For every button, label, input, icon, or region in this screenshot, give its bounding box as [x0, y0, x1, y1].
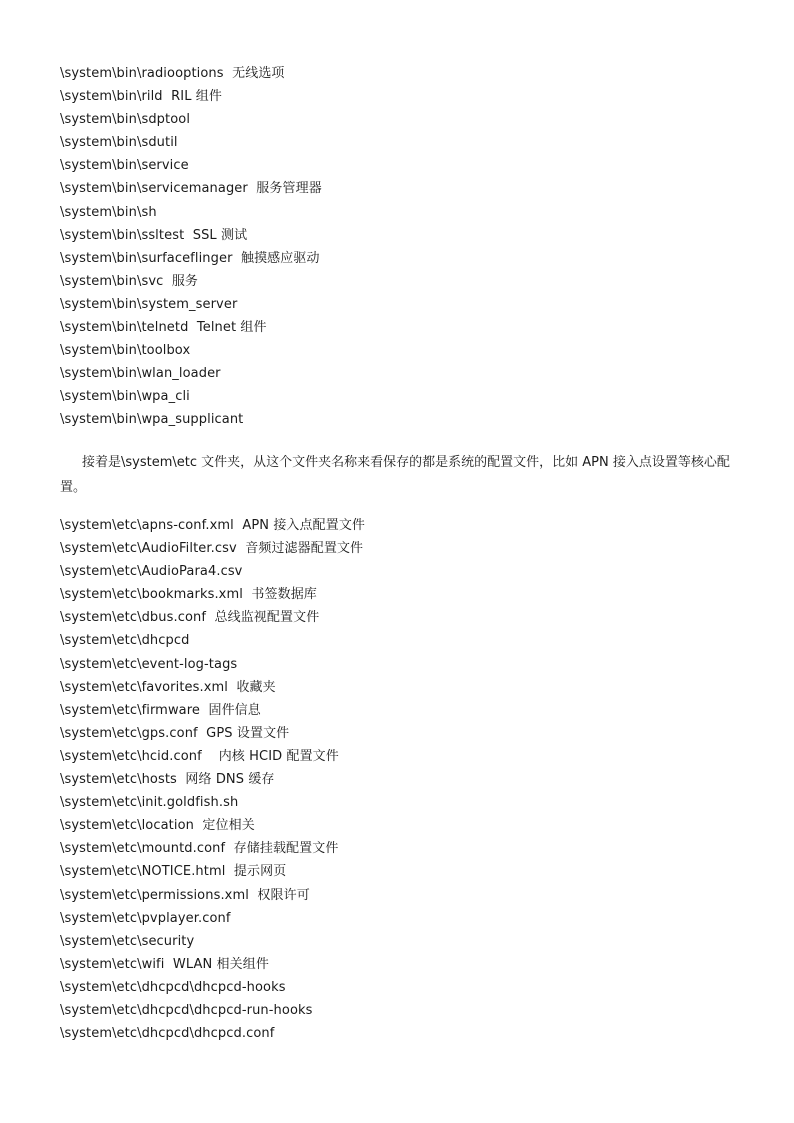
bin-file-entry: \system\bin\rild RIL 组件 [60, 89, 222, 105]
bin-file-entry: \system\bin\svc 服务 [60, 273, 199, 289]
etc-file-entry: \system\etc\dhcpcd [60, 633, 190, 649]
etc-file-entry: \system\etc\location 定位相关 [60, 818, 255, 834]
etc-file-entry: \system\etc\dhcpcd\dhcpcd-run-hooks [60, 1002, 313, 1018]
etc-file-entry: \system\etc\event-log-tags [60, 656, 238, 672]
etc-file-entry: \system\etc\init.goldfish.sh [60, 795, 239, 811]
etc-file-entry: \system\etc\NOTICE.html 提示网页 [60, 864, 287, 880]
etc-file-entry: \system\etc\gps.conf GPS 设置文件 [60, 725, 290, 741]
etc-file-entry: \system\etc\dhcpcd\dhcpcd.conf [60, 1026, 275, 1042]
etc-intro-paragraph: 接着是\system\etc 文件夹，从这个文件夹名称来看保存的都是系统的配置文件，比如 APN 接入点设置等核心配置。 [60, 455, 730, 495]
etc-file-entry: \system\etc\wifi WLAN 相关组件 [60, 956, 269, 972]
bin-file-entry: \system\bin\sdptool [60, 112, 191, 128]
etc-file-entry: \system\etc\pvplayer.conf [60, 910, 231, 926]
system-bin-file-list [60, 62, 760, 432]
bin-file-entry: \system\bin\ssltest SSL 测试 [60, 227, 248, 243]
etc-file-entry: \system\etc\hcid.conf 内核 HCID 配置文件 [60, 748, 339, 764]
etc-file-entry: \system\etc\hosts 网络 DNS 缓存 [60, 772, 275, 788]
etc-file-entry: \system\etc\dbus.conf 总线监视配置文件 [60, 610, 320, 626]
etc-file-entry: \system\etc\apns-conf.xml APN 接入点配置文件 [60, 518, 366, 533]
bin-file-entry: \system\bin\servicemanager 服务管理器 [60, 181, 322, 197]
bin-file-entry: \system\bin\radiooptions 无线选项 [60, 66, 285, 81]
etc-file-entry: \system\etc\security [60, 933, 195, 949]
etc-file-entry: \system\etc\favorites.xml 收藏夹 [60, 679, 276, 695]
bin-file-entry: \system\bin\system_server [60, 296, 238, 312]
etc-file-entry: \system\etc\permissions.xml 权限许可 [60, 887, 310, 903]
etc-file-entry: \system\etc\AudioFilter.csv 音频过滤器配置文件 [60, 541, 364, 557]
etc-file-entry: \system\etc\bookmarks.xml 书签数据库 [60, 587, 317, 603]
bin-file-entry: \system\bin\toolbox [60, 343, 191, 359]
bin-file-entry: \system\bin\telnetd Telnet 组件 [60, 320, 267, 336]
bin-file-entry: \system\bin\surfaceflinger 触摸感应驱动 [60, 250, 320, 266]
system-etc-file-list [60, 514, 760, 1045]
bin-file-entry: \system\bin\service [60, 158, 189, 174]
etc-file-entry: \system\etc\AudioPara4.csv [60, 564, 243, 580]
bin-file-entry: \system\bin\wpa_supplicant [60, 412, 244, 428]
bin-file-entry: \system\bin\wlan_loader [60, 366, 221, 382]
bin-file-entry: \system\bin\wpa_cli [60, 389, 190, 405]
etc-file-entry: \system\etc\firmware 固件信息 [60, 702, 261, 718]
etc-file-entry: \system\etc\dhcpcd\dhcpcd-hooks [60, 979, 286, 995]
bin-file-entry: \system\bin\sh [60, 204, 157, 220]
bin-file-entry: \system\bin\sdutil [60, 135, 178, 151]
etc-file-entry: \system\etc\mountd.conf 存储挂载配置文件 [60, 841, 339, 857]
